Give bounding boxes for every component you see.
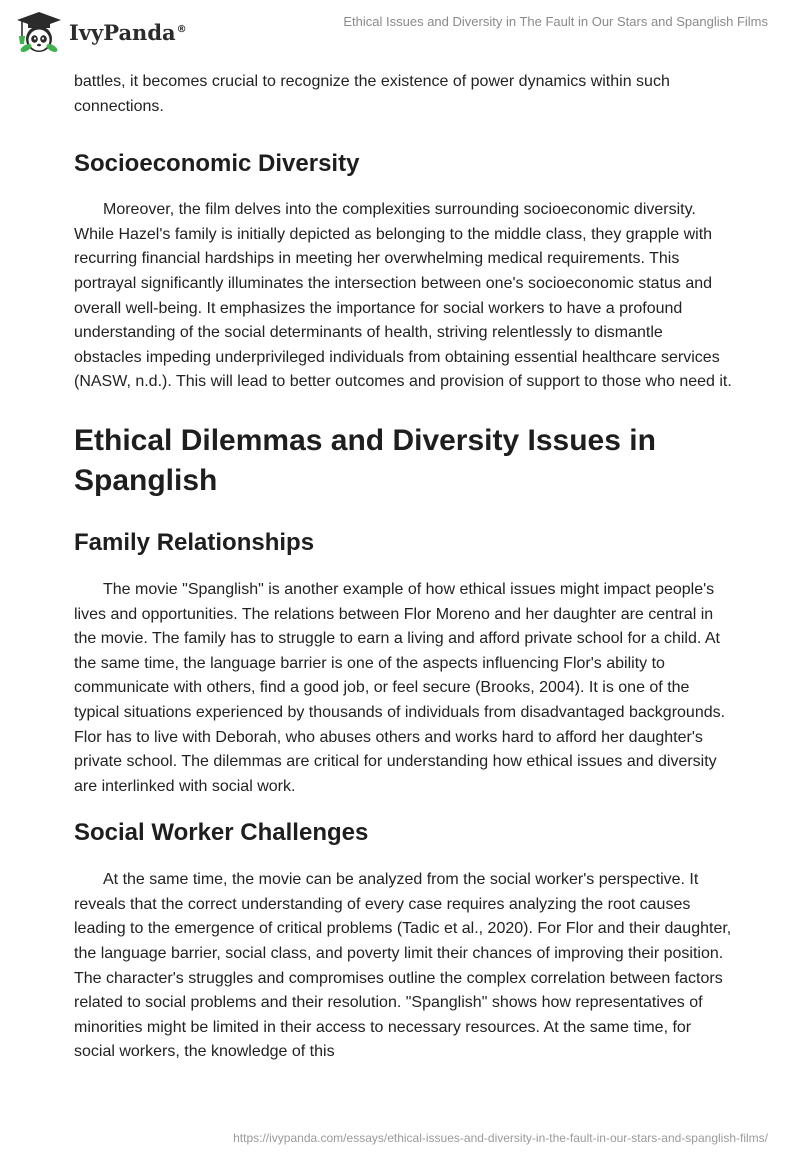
heading-spanglish-section: Ethical Dilemmas and Diversity Issues in Spanglish <box>74 423 656 497</box>
page-header <box>0 0 800 64</box>
panda-graduate-icon <box>14 10 64 54</box>
essay-content <box>74 70 734 1065</box>
heading-social-worker-challenges: Social Worker Challenges <box>74 819 369 847</box>
logo-wordmark <box>69 20 187 45</box>
paragraph-family: The movie "Spanglish" is another example of how ethical issues might impact people's lives and opportunities. The relations between Flor Moreno and her daughter are central in the movie. The family has to struggle to earn a living and afford private school for a child. At the same time, the language barrier is one of the aspects influencing Flor's ability to communicate with others, find a good job, or feel secure (Brooks, 2004). It is one of the typical situations experienced by thousands of individuals from disadvantaged backgrounds. Flor has to live with Deborah, who abuses others and works hard to afford her daughter's private school. The dilemmas are critical for understanding how ethical issues and diversity are interlinked with social work. <box>74 580 726 795</box>
document-title: Ethical Issues and Diversity in The Fault in Our Stars and Spanglish Films <box>343 14 768 29</box>
registered-mark: ® <box>176 23 187 35</box>
heading-family-relationships: Family Relationships <box>74 528 315 556</box>
paragraph-social-worker: At the same time, the movie can be analyzed from the social worker's perspective. It reveals that the correct understanding of every case requires analyzing the root causes leading to the emergence of critical problems (Tadic et al., 2020). For Flor and their daughter, the language barrier, social class, and poverty limit their chances of improving their position. The character's struggles and compromises outline the complex correlation between factors related to social problems and their resolution. "Spanglish" shows how representatives of minorities might be limited in their access to necessary resources. At the same time, for social workers, the knowledge of this <box>74 871 732 1061</box>
ivypanda-logo[interactable] <box>14 9 187 55</box>
heading-socioeconomic-diversity: Socioeconomic Diversity <box>74 150 360 178</box>
intro-paragraph: battles, it becomes crucial to recognize the existence of power dynamics within such connections. <box>74 73 670 115</box>
paragraph-socioeconomic: Moreover, the film delves into the complexities surrounding socioeconomic diversity. While Hazel's family is initially depicted as belonging to the middle class, they grapple with recurring financial hardships in meeting her overwhelming medical requirements. This portrayal significantly illuminates the intersection between one's socioeconomic status and overall well-being. It emphasizes the importance for social workers to have a profound understanding of the social determinants of health, striving relentlessly to dismantle obstacles impeding underprivileged individuals from obtaining essential healthcare services (NASW, n.d.). This will lead to better outcomes and provision of support to those who need it. <box>74 201 732 391</box>
source-url-link[interactable]: https://ivypanda.com/essays/ethical-issues-and-diversity-in-the-fault-in-our-stars-and-spanglish-films/ <box>233 1131 768 1145</box>
logo-name: IvyPanda <box>69 19 176 45</box>
